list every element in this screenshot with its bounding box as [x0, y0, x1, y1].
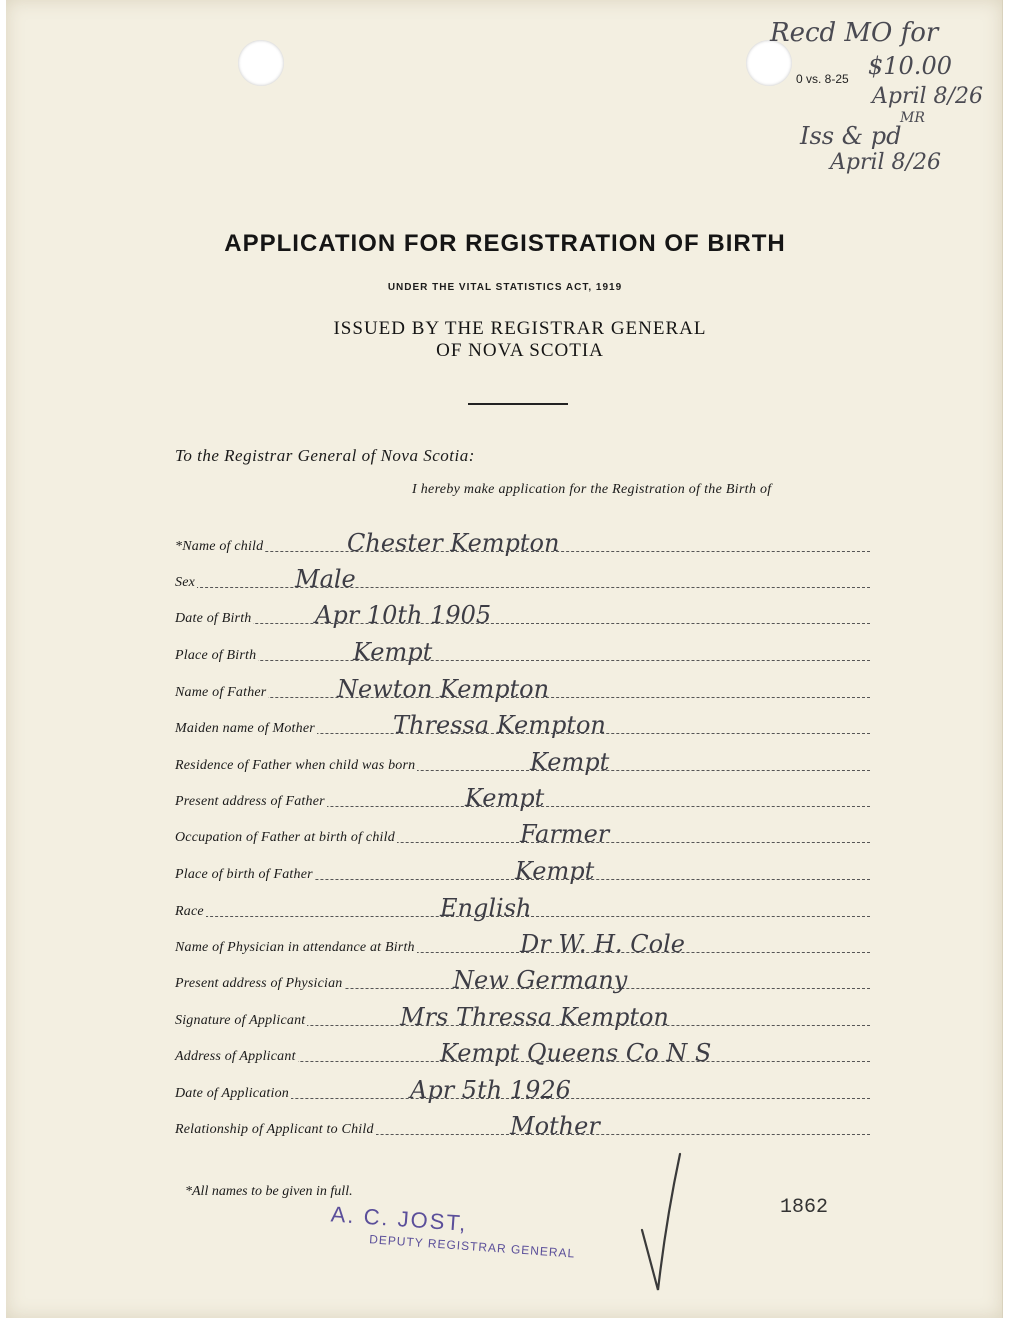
field-value: Thressa Kempton — [393, 711, 606, 739]
footnote: *All names to be given in full. — [185, 1184, 353, 1199]
field-value: Chester Kempton — [347, 529, 560, 557]
field-maiden-name-of-mother — [175, 711, 870, 739]
field-value: Apr 5th 1926 — [410, 1076, 571, 1104]
field-label: Present address of Physician — [175, 976, 343, 991]
issuer-line: OF NOVA SCOTIA — [436, 340, 604, 361]
annotation-line: MR — [900, 110, 925, 126]
field-relationship-of-applicant — [175, 1112, 870, 1140]
field-value: Kempt Queens Co N S — [440, 1039, 712, 1067]
form-number: 0 vs. 8-25 — [796, 72, 849, 86]
field-label: Occupation of Father at birth of child — [175, 830, 395, 845]
document-subtitle: UNDER THE VITAL STATISTICS ACT, 1919 — [387, 282, 623, 293]
annotation-line: Iss & pd — [800, 122, 902, 150]
field-place-of-birth-of-father — [175, 857, 870, 885]
field-address-of-applicant — [175, 1039, 870, 1067]
field-label: *Name of child — [175, 539, 264, 554]
field-value: Kempt — [465, 784, 545, 812]
field-date-of-birth — [175, 601, 870, 629]
field-label: Address of Applicant — [175, 1049, 296, 1064]
field-value: Kempt — [515, 857, 595, 885]
field-label: Place of Birth — [175, 648, 257, 663]
field-label: Race — [175, 904, 204, 919]
field-date-of-application — [175, 1076, 870, 1104]
field-value: Mother — [510, 1112, 600, 1140]
field-signature-of-applicant — [175, 1003, 870, 1031]
field-value: New Germany — [453, 966, 628, 994]
issuer-line: ISSUED BY THE REGISTRAR GENERAL — [333, 318, 707, 339]
field-value: Dr W. H. Cole — [520, 930, 685, 958]
field-label: Date of Birth — [175, 611, 252, 626]
stamp-name: A. C. JOST, — [330, 1201, 469, 1236]
file-number: 1862 — [780, 1196, 829, 1219]
field-value: Farmer — [520, 820, 610, 848]
check-mark-icon — [640, 1150, 690, 1300]
issuer-block — [0, 318, 1010, 362]
field-occupation-of-father — [175, 820, 870, 848]
field-label: Sex — [175, 575, 196, 590]
field-place-of-birth — [175, 638, 870, 666]
field-value: Mrs Thressa Kempton — [400, 1003, 669, 1031]
field-label: Signature of Applicant — [175, 1013, 306, 1028]
annotation-line: April 8/26 — [830, 150, 941, 175]
field-residence-of-father — [175, 748, 870, 776]
field-label: Place of birth of Father — [175, 867, 313, 882]
field-present-address-of-father — [175, 784, 870, 812]
salutation: To the Registrar General of Nova Scotia: — [175, 446, 475, 465]
annotation-line: $10.00 — [868, 52, 952, 80]
field-name-of-physician — [175, 930, 870, 958]
intro-text: I hereby make application for the Registration of the Birth of — [412, 482, 772, 497]
field-name-of-child — [175, 529, 870, 557]
document-title: APPLICATION FOR REGISTRATION OF BIRTH — [224, 230, 786, 257]
field-label: Maiden name of Mother — [175, 721, 315, 736]
field-race — [175, 894, 870, 922]
field-value: Apr 10th 1905 — [315, 601, 492, 629]
annotation-line: Recd MO for — [770, 18, 939, 48]
field-label: Date of Application — [175, 1086, 289, 1101]
punch-hole — [238, 40, 284, 86]
field-label: Name of Father — [175, 685, 267, 700]
stamp-role: DEPUTY REGISTRAR GENERAL — [368, 1232, 576, 1261]
field-name-of-father — [175, 675, 870, 703]
field-value: Kempt — [353, 638, 433, 666]
field-sex — [175, 565, 870, 593]
field-value: Male — [295, 565, 356, 593]
field-label: Present address of Father — [175, 794, 325, 809]
annotation-line: April 8/26 — [872, 84, 983, 109]
field-label: Name of Physician in attendance at Birth — [175, 940, 415, 955]
field-value: Kempt — [530, 748, 610, 776]
field-present-address-of-physician — [175, 966, 870, 994]
field-value: Newton Kempton — [337, 675, 550, 703]
title-divider — [468, 403, 568, 405]
field-value: English — [440, 894, 532, 922]
field-label: Residence of Father when child was born — [175, 758, 416, 773]
field-label: Relationship of Applicant to Child — [175, 1122, 374, 1137]
